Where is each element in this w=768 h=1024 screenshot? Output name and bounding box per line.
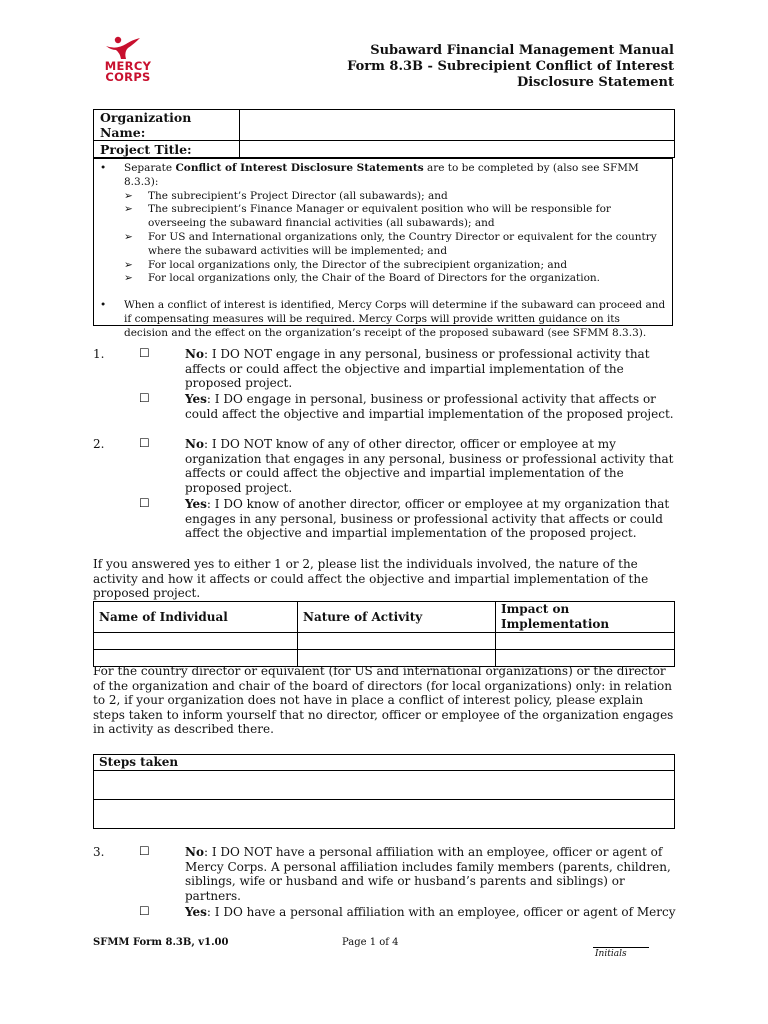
- no-label: No: [185, 437, 204, 451]
- table-row: [94, 110, 675, 141]
- no-label: No: [185, 347, 204, 361]
- form-subtitle: Disclosure Statement: [516, 75, 674, 90]
- list-item: [100, 203, 666, 231]
- steps-instruction: For the country director or equivalent (for US and international organizations) or the director of the organization and chair of the board of directors (for local organizations) only: in relation to 2, if your organization does not have in place a conflict of interest policy, please explain steps taken to inform yourself that no director, officer or employee of the organization engages in activity as described there.: [93, 664, 674, 737]
- table-header-row: [94, 602, 675, 633]
- yes-label: Yes: [185, 497, 207, 511]
- statement-text: : I DO NOT have a personal affiliation with an employee, officer or agent of Mercy Corps. A personal affiliation includes family members (parents, children, siblings, wife or husband and wife or husband’s parents and siblings) or partners.: [185, 845, 671, 903]
- instruction-bullet: [100, 162, 666, 190]
- instruction-text: are to be completed by (also see SFMM 8.3.3):: [124, 162, 639, 188]
- q1-yes-statement: [185, 392, 677, 421]
- statement-text: : I DO have a personal affiliation with an employee, officer or agent of Mercy: [206, 905, 676, 919]
- column-header: Name of Individual: [94, 602, 298, 633]
- logo-text-corps: CORPS: [105, 70, 151, 84]
- no-label: No: [185, 845, 204, 859]
- q1-yes-checkbox[interactable]: ☐: [139, 391, 150, 405]
- bullet-icon: •: [100, 162, 107, 174]
- instruction-bold-text: Conflict of Interest Disclosure Statements: [175, 162, 424, 174]
- org-name-field[interactable]: [240, 110, 675, 141]
- table-row: [94, 633, 675, 650]
- q3-no-checkbox[interactable]: ☐: [139, 844, 150, 858]
- manual-title: Subaward Financial Management Manual: [370, 43, 674, 58]
- q3-no-statement: [185, 845, 677, 903]
- table-row: [94, 800, 675, 829]
- steps-header: Steps taken: [94, 755, 675, 771]
- arrow-bullet-icon: ➢: [124, 272, 133, 285]
- arrow-bullet-icon: ➢: [124, 189, 133, 202]
- arrow-bullet-icon: ➢: [124, 230, 133, 243]
- question-number: 3.: [93, 845, 105, 859]
- table-cell[interactable]: [496, 633, 675, 650]
- list-item-text: The subrecipient’s Project Director (all subawards); and: [148, 189, 448, 202]
- individuals-table: [93, 601, 675, 667]
- document-header: [347, 43, 674, 91]
- statement-text: : I DO engage in personal, business or professional activity that affects or could affect the objective and impartial implementation of the proposed project.: [185, 392, 674, 421]
- q2-yes-checkbox[interactable]: ☐: [139, 496, 150, 510]
- footer-page-number: Page 1 of 4: [342, 937, 399, 948]
- column-header: Impact on Implementation: [496, 602, 675, 633]
- column-header: Nature of Activity: [298, 602, 496, 633]
- list-item: [100, 259, 666, 273]
- q3-yes-checkbox[interactable]: ☐: [139, 904, 150, 918]
- steps-cell[interactable]: [94, 771, 675, 800]
- yes-label: Yes: [185, 905, 207, 919]
- list-item-text: For local organizations only, the Chair of the Board of Directors for the organization.: [148, 272, 600, 285]
- footer-form-id: SFMM Form 8.3B, v1.00: [93, 937, 229, 948]
- instruction-bullet: [100, 299, 666, 340]
- table-row: [94, 771, 675, 800]
- q2-yes-statement: [185, 497, 677, 541]
- list-item-text: For US and International organizations only, the Country Director or equivalent for the country where the subaward activities will be implemented; and: [148, 230, 657, 257]
- list-item: [100, 231, 666, 259]
- initials-label: Initials: [595, 949, 627, 959]
- steps-table: [93, 754, 675, 829]
- form-title: Form 8.3B - Subrecipient Conflict of Interest: [347, 59, 674, 74]
- arrow-bullet-icon: ➢: [124, 258, 133, 271]
- question-number: 2.: [93, 437, 105, 451]
- q1-no-statement: [185, 347, 677, 391]
- bullet-icon: •: [100, 299, 107, 312]
- yes-label: Yes: [185, 392, 207, 406]
- table-row: [94, 141, 675, 158]
- list-item-text: The subrecipient’s Finance Manager or equivalent position who will be responsible for overseeing the subaward financial activities (all subawards); and: [148, 203, 611, 230]
- q1-no-checkbox[interactable]: ☐: [139, 346, 150, 360]
- table-cell[interactable]: [298, 633, 496, 650]
- organization-table: [93, 109, 675, 158]
- statement-text: : I DO NOT know of any of other director, officer or employee at my organization that engages in any personal, business or professional activity that affects or could affect the objective and impartial implementation of the proposed project.: [185, 437, 674, 495]
- mercy-corps-logo: [96, 34, 160, 86]
- logo-text-mercy: MERCY: [104, 59, 152, 73]
- q2-no-checkbox[interactable]: ☐: [139, 436, 150, 450]
- q3-yes-statement: [185, 905, 677, 920]
- logo-figure-icon: [96, 34, 160, 60]
- list-instruction: If you answered yes to either 1 or 2, please list the individuals involved, the nature of the activity and how it affects or could affect the objective and impartial implementation of the proposed project.: [93, 557, 649, 601]
- q2-no-statement: [185, 437, 677, 495]
- list-item: [100, 272, 666, 286]
- table-header-row: [94, 755, 675, 771]
- initials-line: [593, 947, 649, 948]
- instruction-text: Separate: [124, 162, 176, 174]
- instructions-box: [93, 158, 673, 339]
- instruction-text: When a conflict of interest is identified, Mercy Corps will determine if the subaward can proceed and if compensating measures will be required. Mercy Corps will provide written guidance on its decision and the effect on the organization’s receipt of the proposed subaward (see SFMM 8.3.3).: [124, 299, 666, 339]
- arrow-bullet-icon: ➢: [124, 203, 133, 216]
- table-cell[interactable]: [94, 633, 298, 650]
- steps-cell[interactable]: [94, 800, 675, 829]
- statement-text: : I DO know of another director, officer or employee at my organization that engages in any personal, business or professional activity that affects or could affect the objective and impartial implementation of the proposed project.: [185, 497, 670, 540]
- list-item: [100, 190, 666, 204]
- statement-text: : I DO NOT engage in any personal, business or professional activity that affects or could affect the objective and impartial implementation of the proposed project.: [185, 347, 650, 390]
- project-title-field[interactable]: [240, 141, 675, 158]
- question-number: 1.: [93, 347, 105, 361]
- list-item-text: For local organizations only, the Director of the subrecipient organization; and: [148, 258, 568, 271]
- org-name-label: Organization Name:: [94, 110, 240, 141]
- project-title-label: Project Title:: [94, 141, 240, 158]
